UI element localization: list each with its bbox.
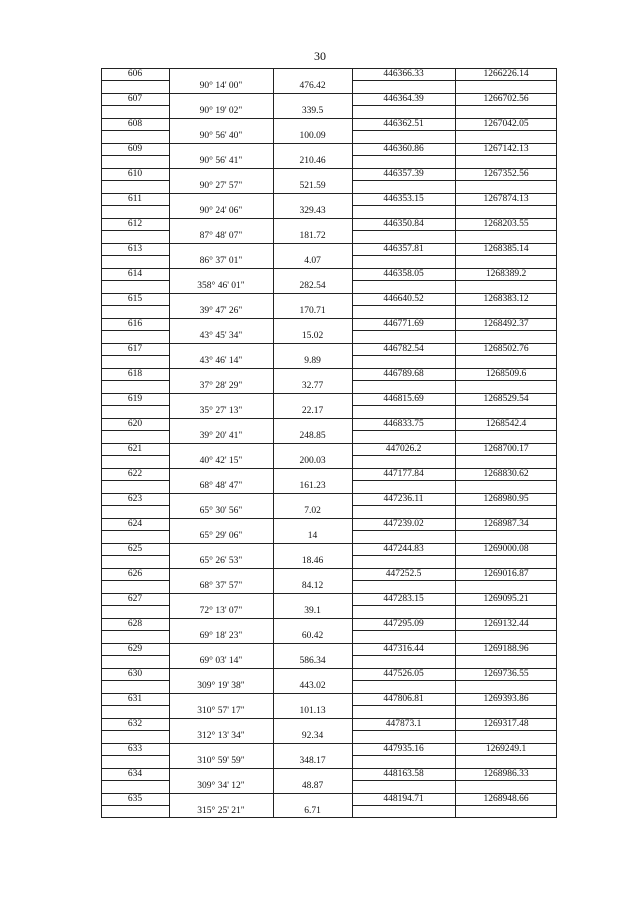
- point-number: 611: [128, 194, 142, 204]
- table-row-line: [352, 530, 557, 531]
- point-number: 629: [127, 644, 143, 654]
- table-row-line: [352, 705, 557, 706]
- table-row-line: [169, 793, 352, 794]
- table-row-line: [352, 205, 557, 206]
- table-row-line: [101, 630, 169, 631]
- segment-length: 15.02: [301, 331, 324, 341]
- coordinate-y: 1268203.55: [483, 219, 529, 229]
- coordinate-y: 1268987.34: [483, 519, 529, 529]
- segment-length: 22.17: [301, 406, 324, 416]
- coordinate-y: 1269393.86: [483, 694, 529, 704]
- table-row-line: [101, 480, 169, 481]
- table-row-line: [169, 318, 352, 319]
- direction-angle: 69° 18' 23": [199, 631, 243, 641]
- coordinate-x: 446360.86: [383, 144, 424, 154]
- segment-length: 329.43: [299, 206, 326, 216]
- direction-angle: 43° 45' 34": [199, 331, 243, 341]
- coordinate-y: 1268830.62: [483, 469, 529, 479]
- coordinate-x: 447935.16: [383, 744, 424, 754]
- direction-angle: 310° 57' 17": [197, 706, 245, 716]
- point-number: 634: [127, 769, 143, 779]
- table-row-line: [101, 255, 169, 256]
- coordinate-x: 447026.2: [385, 444, 422, 454]
- table-row-line: [169, 693, 352, 694]
- table-row-line: [169, 743, 352, 744]
- table-row-line: [169, 668, 352, 669]
- coordinate-y: 1269188.96: [483, 644, 529, 654]
- table-row-line: [101, 280, 169, 281]
- table-row-line: [169, 493, 352, 494]
- direction-angle: 90° 19' 02": [199, 106, 243, 116]
- table-row-line: [101, 355, 169, 356]
- table-row-line: [169, 568, 352, 569]
- coordinate-y: 1269016.87: [483, 569, 529, 579]
- segment-length: 248.85: [299, 431, 326, 441]
- table-row-line: [101, 730, 169, 731]
- table-row-line: [169, 368, 352, 369]
- table-row-line: [169, 293, 352, 294]
- table-row-line: [352, 755, 557, 756]
- table-row-line: [352, 505, 557, 506]
- point-number: 617: [127, 344, 143, 354]
- coordinate-y: 1269317.48: [483, 719, 529, 729]
- table-row-line: [101, 780, 169, 781]
- coordinate-x: 446357.39: [383, 169, 424, 179]
- segment-length: 282.54: [299, 281, 326, 291]
- point-number: 614: [127, 269, 143, 279]
- segment-length: 18.46: [301, 556, 324, 566]
- segment-length: 60.42: [301, 631, 324, 641]
- table-row-line: [101, 705, 169, 706]
- table-row-line: [352, 455, 557, 456]
- segment-length: 7.02: [304, 506, 321, 516]
- direction-angle: 68° 37' 57": [199, 581, 243, 591]
- table-row-line: [101, 230, 169, 231]
- coordinate-x: 447244.83: [383, 544, 424, 554]
- point-number: 609: [127, 144, 143, 154]
- table-row-line: [352, 405, 557, 406]
- direction-angle: 40° 42' 15": [199, 456, 243, 466]
- point-number: 622: [127, 469, 143, 479]
- table-row-line: [101, 505, 169, 506]
- coordinate-y: 1268502.76: [483, 344, 529, 354]
- table-row-line: [169, 768, 352, 769]
- table-row-line: [169, 468, 352, 469]
- point-number: 624: [127, 519, 143, 529]
- coordinate-y: 1268986.33: [483, 769, 529, 779]
- table-row-line: [101, 405, 169, 406]
- table-row-line: [352, 330, 557, 331]
- table-row-line: [101, 105, 169, 106]
- coordinate-x: 447239.02: [383, 519, 424, 529]
- table-row-line: [169, 418, 352, 419]
- table-row-line: [169, 443, 352, 444]
- table-row-line: [352, 805, 557, 806]
- point-number: 621: [127, 444, 143, 454]
- segment-length: 9.89: [304, 356, 321, 366]
- segment-length: 92.34: [301, 731, 324, 741]
- coordinates-table: [101, 68, 557, 818]
- coordinate-x: 447177.84: [383, 469, 424, 479]
- table-row-line: [169, 543, 352, 544]
- table-row-line: [169, 143, 352, 144]
- table-row-line: [101, 530, 169, 531]
- direction-angle: 87° 48' 07": [199, 231, 243, 241]
- coordinate-x: 448163.58: [383, 769, 424, 779]
- direction-angle: 86° 37' 01": [199, 256, 243, 266]
- table-row-line: [352, 80, 557, 81]
- coordinate-x: 447236.11: [383, 494, 424, 504]
- point-number: 606: [127, 69, 143, 79]
- coordinate-x: 448194.71: [383, 794, 424, 804]
- table-row-line: [352, 130, 557, 131]
- direction-angle: 65° 26' 53": [199, 556, 243, 566]
- table-row-line: [101, 580, 169, 581]
- table-row-line: [101, 305, 169, 306]
- table-row-line: [169, 193, 352, 194]
- table-row-line: [101, 817, 557, 818]
- segment-length: 348.17: [299, 756, 326, 766]
- coordinate-y: 1268700.17: [483, 444, 529, 454]
- point-number: 630: [127, 669, 143, 679]
- point-number: 608: [127, 119, 143, 129]
- coordinate-x: 447526.05: [383, 669, 424, 679]
- point-number: 619: [127, 394, 143, 404]
- direction-angle: 90° 56' 40": [199, 131, 243, 141]
- segment-length: 161.23: [299, 481, 326, 491]
- table-row-line: [169, 643, 352, 644]
- table-row-line: [352, 680, 557, 681]
- direction-angle: 39° 47' 26": [199, 306, 243, 316]
- point-number: 615: [127, 294, 143, 304]
- coordinate-x: 446357.81: [383, 244, 424, 254]
- table-row-line: [169, 518, 352, 519]
- segment-length: 14: [307, 531, 318, 541]
- coordinate-x: 447316.44: [383, 644, 424, 654]
- direction-angle: 309° 34' 12": [197, 781, 245, 791]
- table-row-line: [169, 393, 352, 394]
- coordinate-y: 1269000.08: [483, 544, 529, 554]
- direction-angle: 310° 59' 59": [197, 756, 245, 766]
- coordinate-y: 1266702.56: [483, 94, 529, 104]
- segment-length: 521.59: [299, 181, 326, 191]
- coordinate-x: 446366.33: [383, 69, 424, 79]
- table-row-line: [352, 730, 557, 731]
- table-row-line: [352, 105, 557, 106]
- table-row-line: [169, 168, 352, 169]
- direction-angle: 39° 20' 41": [199, 431, 243, 441]
- point-number: 607: [127, 94, 143, 104]
- coordinate-x: 446362.51: [383, 119, 424, 129]
- direction-angle: 35° 27' 13": [199, 406, 243, 416]
- coordinate-y: 1268383.12: [483, 294, 529, 304]
- coordinate-x: 447283.15: [383, 594, 424, 604]
- coordinate-x: 446364.39: [383, 94, 424, 104]
- table-row-line: [101, 380, 169, 381]
- coordinate-y: 1268492.37: [483, 319, 529, 329]
- coordinate-y: 1269249.1: [485, 744, 527, 754]
- direction-angle: 315° 25' 21": [197, 806, 245, 816]
- coordinate-y: 1268389.2: [485, 269, 527, 279]
- segment-length: 443.02: [299, 681, 326, 691]
- table-row-line: [352, 380, 557, 381]
- coordinate-y: 1266226.14: [483, 69, 529, 79]
- coordinate-x: 446358.05: [383, 269, 424, 279]
- coordinate-x: 446815.69: [383, 394, 424, 404]
- point-number: 618: [127, 369, 143, 379]
- table-row-line: [101, 655, 169, 656]
- table-row-line: [101, 180, 169, 181]
- direction-angle: 358° 46' 01": [197, 281, 245, 291]
- coordinate-x: 447806.81: [383, 694, 424, 704]
- point-number: 616: [127, 319, 143, 329]
- table-row-line: [169, 268, 352, 269]
- coordinate-x: 447252.5: [385, 569, 422, 579]
- coordinate-y: 1269132.44: [483, 619, 529, 629]
- coordinate-x: 446782.54: [383, 344, 424, 354]
- coordinate-y: 1269095.21: [483, 594, 529, 604]
- direction-angle: 68° 48' 47": [199, 481, 243, 491]
- table-row-line: [101, 130, 169, 131]
- coordinate-x: 446350.84: [383, 219, 424, 229]
- direction-angle: 90° 27' 57": [199, 181, 243, 191]
- coordinate-x: 446640.52: [383, 294, 424, 304]
- point-number: 623: [127, 494, 143, 504]
- direction-angle: 43° 46' 14": [199, 356, 243, 366]
- segment-length: 101.13: [299, 706, 326, 716]
- point-number: 633: [127, 744, 143, 754]
- direction-angle: 90° 24' 06": [199, 206, 243, 216]
- segment-length: 181.72: [299, 231, 326, 241]
- table-row-line: [101, 805, 169, 806]
- page-number: 30: [314, 49, 326, 63]
- point-number: 631: [127, 694, 143, 704]
- table-row-line: [352, 780, 557, 781]
- coordinate-y: 1267142.13: [483, 144, 529, 154]
- coordinate-y: 1268980.95: [483, 494, 529, 504]
- table-row-line: [101, 330, 169, 331]
- table-row-line: [101, 680, 169, 681]
- point-number: 626: [127, 569, 143, 579]
- table-row-line: [169, 218, 352, 219]
- table-row-line: [169, 618, 352, 619]
- direction-angle: 90° 56' 41": [199, 156, 243, 166]
- direction-angle: 312° 13' 34": [197, 731, 245, 741]
- direction-angle: 37° 28' 29": [199, 381, 243, 391]
- table-row-line: [352, 580, 557, 581]
- point-number: 635: [127, 794, 143, 804]
- coordinate-y: 1268542.4: [485, 419, 527, 429]
- direction-angle: 65° 29' 06": [199, 531, 243, 541]
- table-row-line: [101, 80, 169, 81]
- table-row-line: [352, 430, 557, 431]
- table-row-line: [101, 455, 169, 456]
- table-row-line: [101, 430, 169, 431]
- coordinate-x: 446789.68: [383, 369, 424, 379]
- point-number: 628: [127, 619, 143, 629]
- point-number: 625: [127, 544, 143, 554]
- table-row-line: [352, 355, 557, 356]
- coordinate-x: 447873.1: [385, 719, 422, 729]
- coordinate-y: 1269736.55: [483, 669, 529, 679]
- coordinate-x: 447295.09: [383, 619, 424, 629]
- table-row-line: [101, 155, 169, 156]
- table-row-line: [169, 118, 352, 119]
- coordinate-y: 1268509.6: [485, 369, 527, 379]
- segment-length: 210.46: [299, 156, 326, 166]
- table-row-line: [352, 255, 557, 256]
- table-row-line: [169, 593, 352, 594]
- coordinate-x: 446771.69: [383, 319, 424, 329]
- table-row-line: [352, 480, 557, 481]
- segment-length: 170.71: [299, 306, 326, 316]
- table-row-line: [352, 155, 557, 156]
- segment-length: 476.42: [299, 81, 326, 91]
- segment-length: 6.71: [304, 806, 321, 816]
- coordinate-x: 446833.75: [383, 419, 424, 429]
- segment-length: 100.09: [299, 131, 326, 141]
- table-row-line: [101, 755, 169, 756]
- direction-angle: 309° 19' 38": [197, 681, 245, 691]
- point-number: 632: [127, 719, 143, 729]
- direction-angle: 65° 30' 56": [199, 506, 243, 516]
- segment-length: 586.34: [299, 656, 326, 666]
- point-number: 613: [127, 244, 143, 254]
- table-row-line: [352, 605, 557, 606]
- segment-length: 339.5: [301, 106, 324, 116]
- point-number: 610: [127, 169, 143, 179]
- table-row-line: [352, 630, 557, 631]
- table-row-line: [352, 180, 557, 181]
- coordinate-y: 1267874.13: [483, 194, 529, 204]
- segment-length: 84.12: [301, 581, 324, 591]
- coordinate-y: 1267352.56: [483, 169, 529, 179]
- direction-angle: 69° 03' 14": [199, 656, 243, 666]
- segment-length: 200.03: [299, 456, 326, 466]
- table-row-line: [169, 93, 352, 94]
- coordinate-y: 1268948.66: [483, 794, 529, 804]
- table-row-line: [169, 243, 352, 244]
- segment-length: 4.07: [304, 256, 321, 266]
- direction-angle: 72° 13' 07": [199, 606, 243, 616]
- table-row-line: [101, 205, 169, 206]
- table-row-line: [352, 555, 557, 556]
- point-number: 620: [127, 419, 143, 429]
- table-row-line: [352, 305, 557, 306]
- segment-length: 32.77: [301, 381, 324, 391]
- coordinate-y: 1267042.05: [483, 119, 529, 129]
- segment-length: 39.1: [304, 606, 321, 616]
- coordinate-y: 1268529.54: [483, 394, 529, 404]
- point-number: 627: [127, 594, 143, 604]
- table-row-line: [169, 343, 352, 344]
- point-number: 612: [127, 219, 143, 229]
- direction-angle: 90° 14' 00": [199, 81, 243, 91]
- table-row-line: [101, 555, 169, 556]
- coordinate-y: 1268385.14: [483, 244, 529, 254]
- coordinate-x: 446353.15: [383, 194, 424, 204]
- table-row-line: [352, 230, 557, 231]
- segment-length: 48.87: [301, 781, 324, 791]
- table-row-line: [352, 280, 557, 281]
- table-row-line: [101, 605, 169, 606]
- table-row-line: [169, 718, 352, 719]
- table-row-line: [352, 655, 557, 656]
